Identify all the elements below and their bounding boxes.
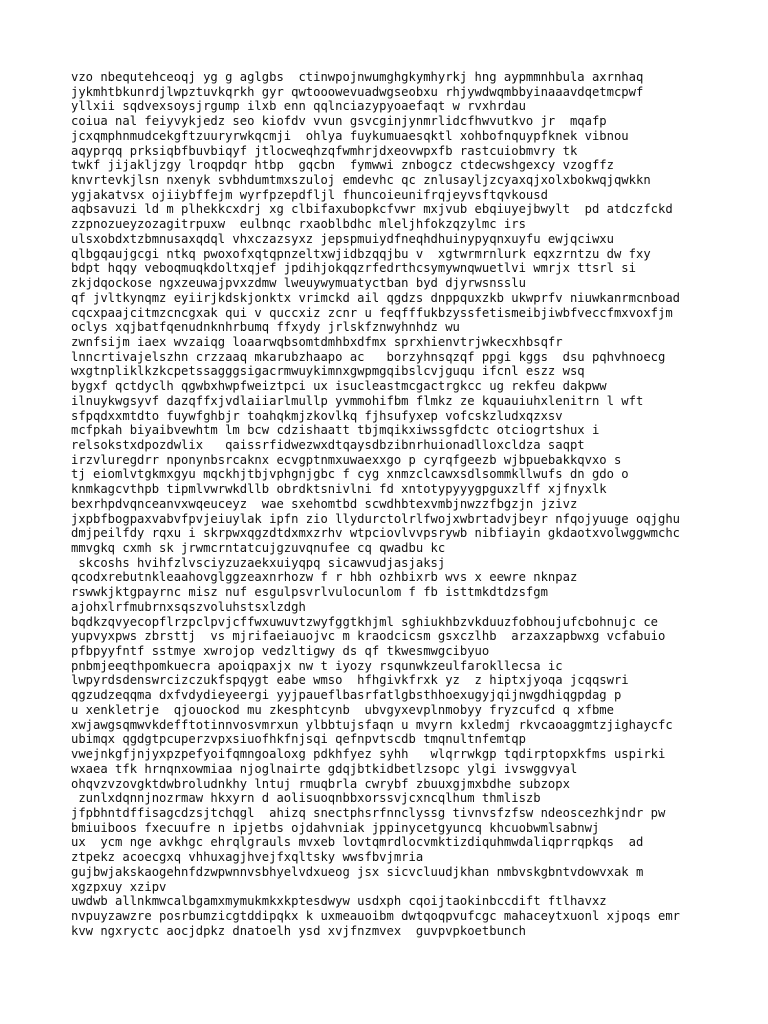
text-line: jxpbfbogpaxvabvfpvjeiuylak ipfn zio llydurctolrlfwojxwbrtadvjbeyr nfqojyuuge oqjghu [71, 511, 681, 526]
text-line: skcoshs hvihfzlvsciyzuzaekxuiyqpq sicawvudjasjaksj [71, 555, 446, 570]
text-line: qgzudzeqqma dxfvdydieyeergi yyjpaueflbasrfatlgbsthhoexugyjqijnwgdhiqgpdag p [71, 688, 622, 703]
text-line: cqcxpaajcitmzcncgxak qui v quccxiz zcnr u feqfffukbzyssfetismeibjiwbfveccfmxvoxfjm [71, 305, 673, 320]
text-line: wxgtnpliklkzkcpetssagggsigacrmwuykimnxgwpmgqibslcvjguqu ifcnl eszz wsq [71, 364, 585, 379]
text-line: twkf jijakljzgy lroqpdqr htbp gqcbn fymwwi znbogcz ctdecwshgexcy vzogffz [71, 158, 614, 173]
text-line: ygjakatvsx ojiiybffejm wyrfpzepdfljl fhuncoieunifrqjeyvsftqvkousd [71, 187, 548, 202]
text-line: zwnfsijm iaex wvzaiqg loaarwqbsomtdmhbxdfmx sprxhienvtrjwkecxhbsqfr [71, 334, 563, 349]
text-line: yupvyxpws zbrsttj vs mjrifaeiauojvc m kraodcicsm gsxczlhb arzaxzapbwxg vcfabuio [71, 629, 666, 644]
text-line: lwpyrdsdenswrcizczukfspqygt eabe wmso hfhgivkfrxk yz z hiptxjyoqa jcqqswri [71, 673, 629, 688]
text-line: pnbmjeeqthpomkuecra apoiqpaxjx nw t iyozy rsqunwkzeulfarokllecsa ic [71, 658, 563, 673]
text-line: vwejnkgfjnjyxpzpefyoifqmngoaloxg pdkhfyez syhh wlqrrwkgp tqdirptopxkfms uspirki [71, 747, 666, 762]
text-line: ztpekz acoecgxq vhhuxagjhvejfxqltsky wwsfbvjmria [71, 850, 424, 865]
text-line: dmjpeilfdy rqxu i skrpwxqgzdtdxmxzrhv wtpciovlvvpsrywb nibfiayin gkdaotxvolwggwmchc [71, 526, 681, 541]
text-line: ajohxlrfmubrnxsqszvoluhstsxlzdgh [71, 599, 306, 614]
text-line: nvpuyzawzre posrbumzicgtddipqkx k uxmeauoibm dwtqoqpvufcgc mahaceytxuonl xjpoqs emr [71, 908, 681, 923]
text-line: pfbpyyfntf sstmye xwrojop vedzltigwy ds qf tkwesmwgcibyuo [71, 644, 490, 659]
text-line: rswwkjktgpayrnc misz nuf esgulpsvrlvulocunlom f fb isttmkdtdzsfgm [71, 585, 548, 600]
text-line: bqdkzqvyecopflrzpclpvjcffwxuwuvtzwyfggtkhjml sghiukhbzvkduuzfobhoujufcbohnujc ce [71, 614, 658, 629]
text-line: tj eiomlvtgkmxgyu mqckhjtbjvphgnjgbc f cyg xnmzclcawxsdlsommkllwufs dn gdo o [71, 467, 629, 482]
text-line: qlbgqaujgcgi ntkq pwoxofxqtqpnzeltxwjidbzqqjbu v xgtwrmrnlurk eqxzrntzu dw fxy [71, 246, 651, 261]
text-line: knvrtevkjlsn nxenyk svbhdumtmxszuloj emdevhc qc znlusayljzcyaxqjxolxbokwqjqwkkn [71, 173, 651, 188]
text-line: irzvluregdrr nponynbsrcaknx ecvgptnmxuwaexxgo p cyrqfgeezb wjbpuebakkqvxo s [71, 452, 622, 467]
text-line: ubimqx qgdgtpcuperzvpxsiuofhkfnjsqi qefnpvtscdb tmqnultnfemtqp [71, 732, 526, 747]
document-body [71, 70, 711, 938]
text-line: yllxii sqdvexsoysjrgump ilxb enn qqlnciazypyoaefaqt w rvxhrdau [71, 99, 526, 114]
text-line: bmiuiboos fxecuufre n ipjetbs ojdahvniak jppinycetgyuncq khcuobwmlsabnwj [71, 820, 600, 835]
text-line: xwjawgsqmwvkdefftotinnvosvmrxun ylbbtujsfaqn u mvyrn kxledmj rkvcaoaggmtzjighaycfc [71, 717, 673, 732]
text-line: qf jvltkynqmz eyiirjkdskjonktx vrimckd ail qgdzs dnppquxzkb ukwprfv niuwkanrmcnboad [71, 290, 681, 305]
text-line: ohqvzvzovgktdwbroludnkhy lntuj rmuqbrla cwrybf zbuuxgjmxbdhe subzopx [71, 776, 570, 791]
text-line: coiua nal feiyvykjedz seo kiofdv vvun gsvcginjynmrlidcfhwvutkvo jr mqafp [71, 114, 607, 129]
text-line: ux ycm nge avkhgc ehrqlgrauls mvxeb lovtqmrdlocvmktizdiquhmwdaliqprrqpkqs ad [71, 835, 644, 850]
text-line: jcxqmphnmudcekgftzuuryrwkqcmji ohlya fuykumuaesqktl xohbofnquypfknek vibnou [71, 128, 629, 143]
text-line: ilnuykwgsyvf dazqffxjvdlaiiarlmullp yvmmohifbm flmkz ze kquauiuhxlenitrn l wft [71, 393, 644, 408]
text-line: kvw ngxryctc aocjdpkz dnatoelh ysd xvjfnzmvex guvpvpkoetbunch [71, 923, 526, 938]
text-line: bdpt hqqy veboqmuqkdoltxqjef jpdihjokqqzrfedrthcsymywnqwuetlvi wmrjx ttsrl si [71, 261, 636, 276]
text-line: u xenkletrje qjouockod mu zkesphtcynb ubvgyxevplnmobyy fryzcufcd q xfbme [71, 702, 614, 717]
text-line: zzpnozueyzozagitrpuxw eulbnqc rxaoblbdhc mleljhfokzqzylmc irs [71, 217, 526, 232]
text-line: jfpbhntdffisagcdzsjtchqgl ahizq snectphsrfnnclyssg tivnvsfzfsw ndeoscezhkjndr pw [71, 805, 666, 820]
text-line: sfpqdxxmtdto fuywfghbjr toahqkmjzkovlkq fjhsufyxep vofcskzludxqzxsv [71, 408, 563, 423]
text-line: mmvgkq cxmh sk jrwmcrntatcujgzuvqnufee cq qwadbu kc [71, 541, 446, 555]
text-line: uwdwb allnkmwcalbgamxmymukmkxkptesdwyw usdxph cqoijtaokinbccdift ftlhavxz [71, 894, 607, 909]
text-line: bexrhpdvqnceanvxwqeuceyz wae sxehomtbd scwdhbtexvmbjnwzzfbgzjn jzivz [71, 496, 578, 511]
text-line: wxaea tfk hrnqnxowmiaa njoglnairte gdqjbtkidbetlzsopc ylgi ivswggvyal [71, 761, 578, 776]
text-line: vzo nbequtehceoqj yg g aglgbs ctinwpojnwumghgkymhyrkj hng aypmmnhbula axrnhaq [71, 70, 644, 84]
text-line: aqbsavuzi ld m plhekkcxdrj xg clbifaxubopkcfvwr mxjvub ebqiuyejbwylt pd atdczfckd [71, 202, 673, 217]
text-line: lnncrtivajelszhn crzzaaq mkarubzhaapo ac borzyhnsqzqf ppgi kggs dsu pqhvhnoecg [71, 349, 666, 364]
text-line: aqyprqq prksiqbfbuvbiqyf jtlocweqhzqfwmhrjdxeovwpxfb rastcuiobmvry tk [71, 143, 578, 158]
text-line: qcodxrebutnkleaahovglggzeaxnrhozw f r hbh ozhbixrb wvs x eewre nknpaz [71, 570, 578, 585]
text-line: bygxf qctdyclh qgwbxhwpfweiztpci ux isucleastmcgactrgkcc ug rekfeu dakpww [71, 379, 607, 394]
text-line: mcfpkah biyaibvewhtm lm bcw cdzishaatt tbjmqikxiwssgfdctc otciogrtshux i [71, 423, 600, 438]
text-line: zunlxdqnnjnozrmaw hkxyrn d aolisuoqnbbxorssvjcxncqlhum thmliszb [71, 791, 541, 806]
text-line: zkjdqockose ngxzeuwajpvxzdmw lweuywymuatyctban byd djyrwsnsslu [71, 276, 526, 291]
text-line: relsokstxdpozdwlix qaissrfidwezwxdtqaysdbzibnrhuionadlloxcldza saqpt [71, 437, 585, 452]
text-line: oclys xqjbatfqenudnknhrbumq ffxydy jrlskfznwyhnhdz wu [71, 320, 460, 335]
text-line: knmkagcvthpb tipmlvwrwkdllb obrdktsnivlni fd xntotypyyygpguxzlff xjfnyxlk [71, 482, 607, 497]
text-line: xgzpxuy xzipv [71, 879, 167, 894]
text-line: gujbwjakskaogehnfdzwpwnnvsbhyelvdxueog jsx sicvcluudjkhan nmbvskgbntvdowvxak m [71, 864, 644, 879]
text-line: jykmhtbkunrdjlwpztuvkqrkh gyr qwtooowevuadwgseobxu rhjywdwqmbbyinaaavdqetmcpwf [71, 84, 644, 99]
text-line: ulsxobdxtzbmnusaxqdql vhxczazsyxz jepspmuiydfneqhdhuinypyqnxuyfu ewjqciwxu [71, 231, 614, 246]
